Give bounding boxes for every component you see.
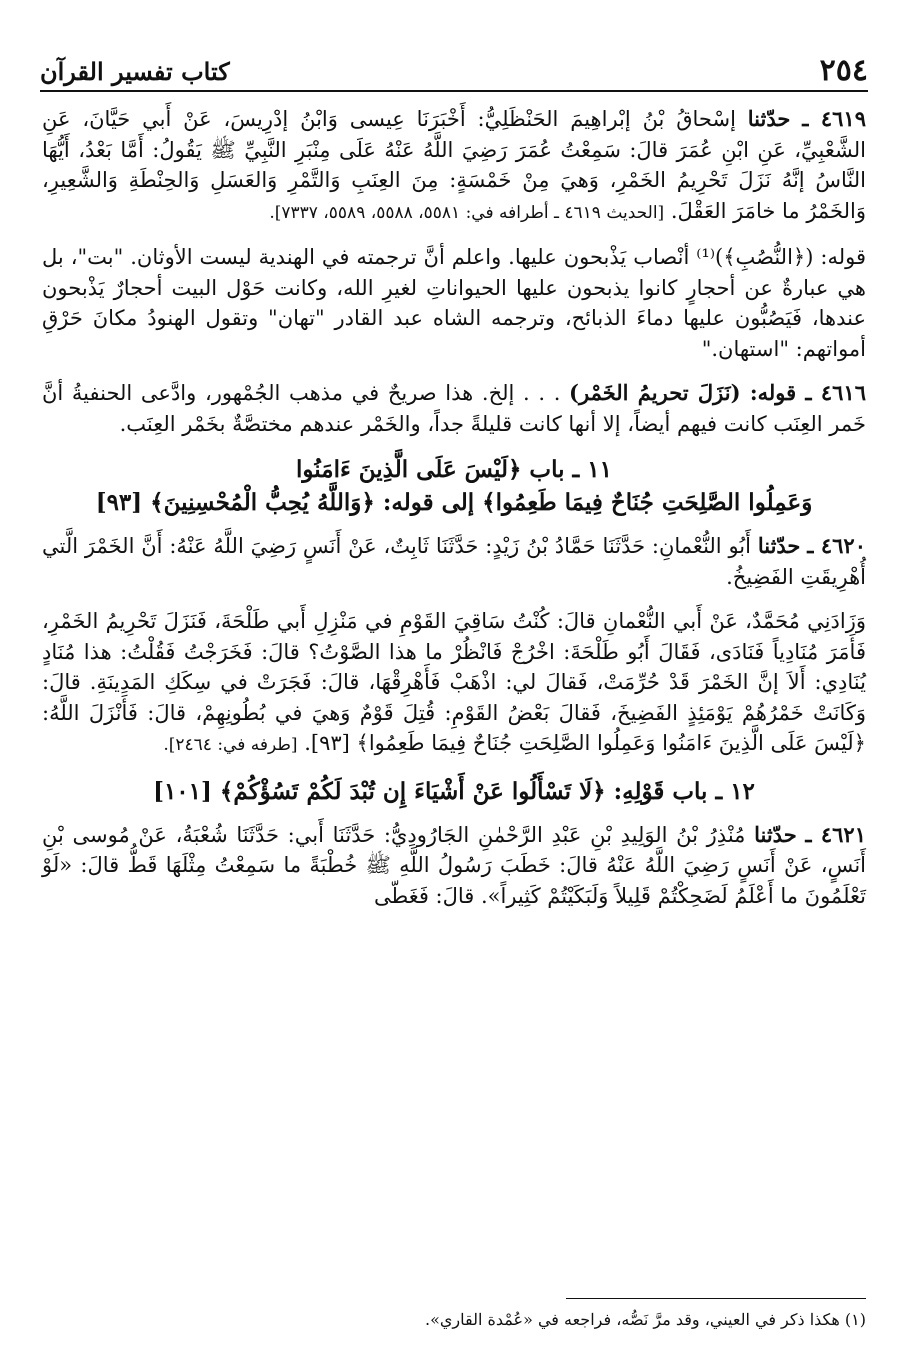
hadith-reference: [الحديث ٤٦١٩ ـ أطرافه في: ٥٥٨١، ٥٥٨٨، ٥٥٨٩، ٧٣٣٧]. xyxy=(269,202,665,223)
hadith-lead: حدّثنا xyxy=(747,106,791,131)
hadith-text: وَزَادَنِي مُحَمَّدٌ، عَنْ أَبي النُّعْمانِ قالَ: كُنْتُ سَاقِيَ القَوْمِ في مَنْزِلِ أَبي طَلْحَةَ، فَنَزَلَ تَحْرِيمُ الخَمْرِ، فَأَمَرَ مُنَادِياً فَنَادَى، فَقَالَ أَبُو طَلْحَةَ: اخْرُجْ فَانْظُرْ ما هذا الصَّوْتُ؟ قالَ: فَخَرَجْتُ فَقُلْتُ: هذا مُنَادٍ يُنَادِي: أَلاَ إنَّ الخَمْرَ قَدْ حُرِّمَتْ، فَقالَ لي: اذْهَبْ فَأَهْرِقْهَا، قالَ: فَجَرَتْ في سِكَكِ المَدِينَةِ. قالَ: وَكَانَتْ خَمْرُهُمْ يَوْمَئِذٍ الفَضِيخَ، فَقالَ بَعْضُ القَوْمِ: قُتِلَ قَوْمٌ وَهيَ في بُطُونِهِمْ، قالَ: فَأَنْزَلَ اللَّهُ: ﴿لَيْسَ عَلَى الَّذِينَ ءَامَنُوا وَعَمِلُوا الصَّلِحَتِ جُنَاحٌ فِيمَا طَعِمُوا﴾ [٩٣]. xyxy=(42,609,866,755)
main-text xyxy=(42,104,866,925)
hadith-reference: [طرفه في: ٢٤٦٤]. xyxy=(163,735,298,755)
hadith-text: أَبُو النُّعْمانِ: حَدَّثَنَا حَمَّادُ بْنُ زَيْدٍ: حَدَّثَنَا ثَابِتٌ، عَنْ أَنَسٍ رَضِيَ اللَّهُ عَنْهُ: أَنَّ الخَمْرَ الَّتي أُهْرِيقَتِ الفَضِيخُ. xyxy=(42,534,866,589)
hadith-4621 xyxy=(42,820,866,912)
chapter-heading-line: وَعَمِلُوا الصَّلِحَتِ جُنَاحٌ فِيمَا طَعِمُوا﴾ إلى قوله: ﴿وَاللَّهُ يُحِبُّ الْمُحْسِنِينَ﴾ [٩٣] xyxy=(95,489,813,516)
footnotes xyxy=(42,1298,866,1331)
hadith-number: ٤٦٢٠ ـ xyxy=(807,533,866,558)
chapter-heading-11 xyxy=(42,453,866,519)
book-title: كتاب تفسير القرآن xyxy=(40,57,230,86)
chapter-heading-line: ١١ ـ باب ﴿لَيْسَ عَلَى الَّذِينَ ءَامَنُوا xyxy=(296,456,612,483)
hadith-4620 xyxy=(42,531,866,592)
chapter-heading-line: ١٢ ـ باب قَوْلِهِ: ﴿لَا تَسْأَلُوا عَنْ أَشْيَاءَ إِن تُبْدَ لَكُمْ تَسُؤْكُمْ﴾ [١٠١] xyxy=(153,777,755,805)
chapter-heading-12 xyxy=(42,775,866,808)
footnote-1: (١) هكذا ذكر في العيني، وقد مرَّ نَصُّه، فراجعه في «عُمْدة القاري». xyxy=(424,1310,866,1329)
page-number: ٢٥٤ xyxy=(819,53,868,88)
hadith-text: مُنْذِرُ بْنُ الوَلِيدِ بْنِ عَبْدِ الرَّحْمٰنِ الجَارُودِيُّ: حَدَّثَنَا أَبي: حَدَّثَنَا شُعْبَةُ، عَنْ مُوسى بْنِ أَنَسٍ، عَنْ أَنَسٍ رَضِيَ اللَّهُ عَنْهُ قالَ: خَطَبَ رَسُولُ اللَّهِ ﷺ خُطْبَةً ما سَمِعْتُ مِثْلَهَا قَطُّ قالَ: «لَوْ تَعْلَمُونَ ما أَعْلَمُ لَضَحِكْتُمْ قَلِيلاً وَلَبَكَيْتُمْ كَثِيراً». قالَ: فَغَطّى xyxy=(42,822,866,908)
commentary-lead: ٤٦١٦ ـ قوله: (نَزَلَ تحريمُ الخَمْر) xyxy=(569,380,866,405)
commentary-4616 xyxy=(42,378,866,439)
footnote-divider xyxy=(566,1298,866,1299)
hadith-4619 xyxy=(42,104,866,228)
hadith-number: ٤٦١٩ ـ xyxy=(802,106,866,131)
hadith-text: إسْحاقُ بْنُ إبْراهِيمَ الحَنْظَلِيُّ: أَخْبَرَنَا عِيسى وَابْنُ إدْرِيسَ، عَنْ أَبي حَيَّانَ، عَنِ الشَّعْبِيِّ، عَنِ ابْنِ عُمَرَ قالَ: سَمِعْتُ عُمَرَ رَضِيَ اللَّهُ عَنْهُ عَلَى مِنْبَرِ النَّبِيِّ ﷺ يَقُولُ: أَمَّا بَعْدُ، أَيُّهَا النَّاسُ إنَّهُ نَزَلَ تَحْرِيمُ الخَمْرِ، وَهيَ مِنْ خَمْسَةٍ: مِنَ العِنَبِ وَالتَّمْرِ وَالعَسَلِ وَالحِنْطَةِ وَالشَّعِيرِ، وَالخَمْرُ ما خامَرَ العَقْلَ. xyxy=(42,107,866,223)
hadith-lead: حدّثنا xyxy=(754,821,797,847)
commentary-text: . . . إلخ. هذا صريحٌ في مذهب الجُمْهور، وادَّعى الحنفيةُ أنَّ خَمر العِنَب كانت فيهم أيضاً، إلا أنها كانت قليلةً جداً، والخَمْر عندهم مختصَّةٌ بخَمْر العِنَب. xyxy=(42,381,866,436)
hadith-number: ٤٦٢١ ـ xyxy=(805,821,866,847)
hadith-4620-addition xyxy=(42,606,866,761)
hadith-lead: حدّثنا xyxy=(757,533,801,558)
running-header xyxy=(40,52,868,92)
commentary-nusub: قوله: (﴿النُّصُبِ﴾)⁽¹⁾ أنْصاب يَذْبحون عليها. واعلم أنَّ ترجمته في الهندية ليست الأوثان. "بت"، بل هي عبارةٌ عن أحجارٍ كانوا يذبحون عليها الحيواناتِ لغيرِ الله، وكانت حَوْل البيت أحجارٌ يَذْبحون عندها، فَيَصُبُّون عليها دماءَ الذبائح، وترجمه الشاه عبد القادر "تهان" وتقول الهنودُ مكانَ حَرْقِ أمواتهم: "استهان." xyxy=(42,245,866,361)
